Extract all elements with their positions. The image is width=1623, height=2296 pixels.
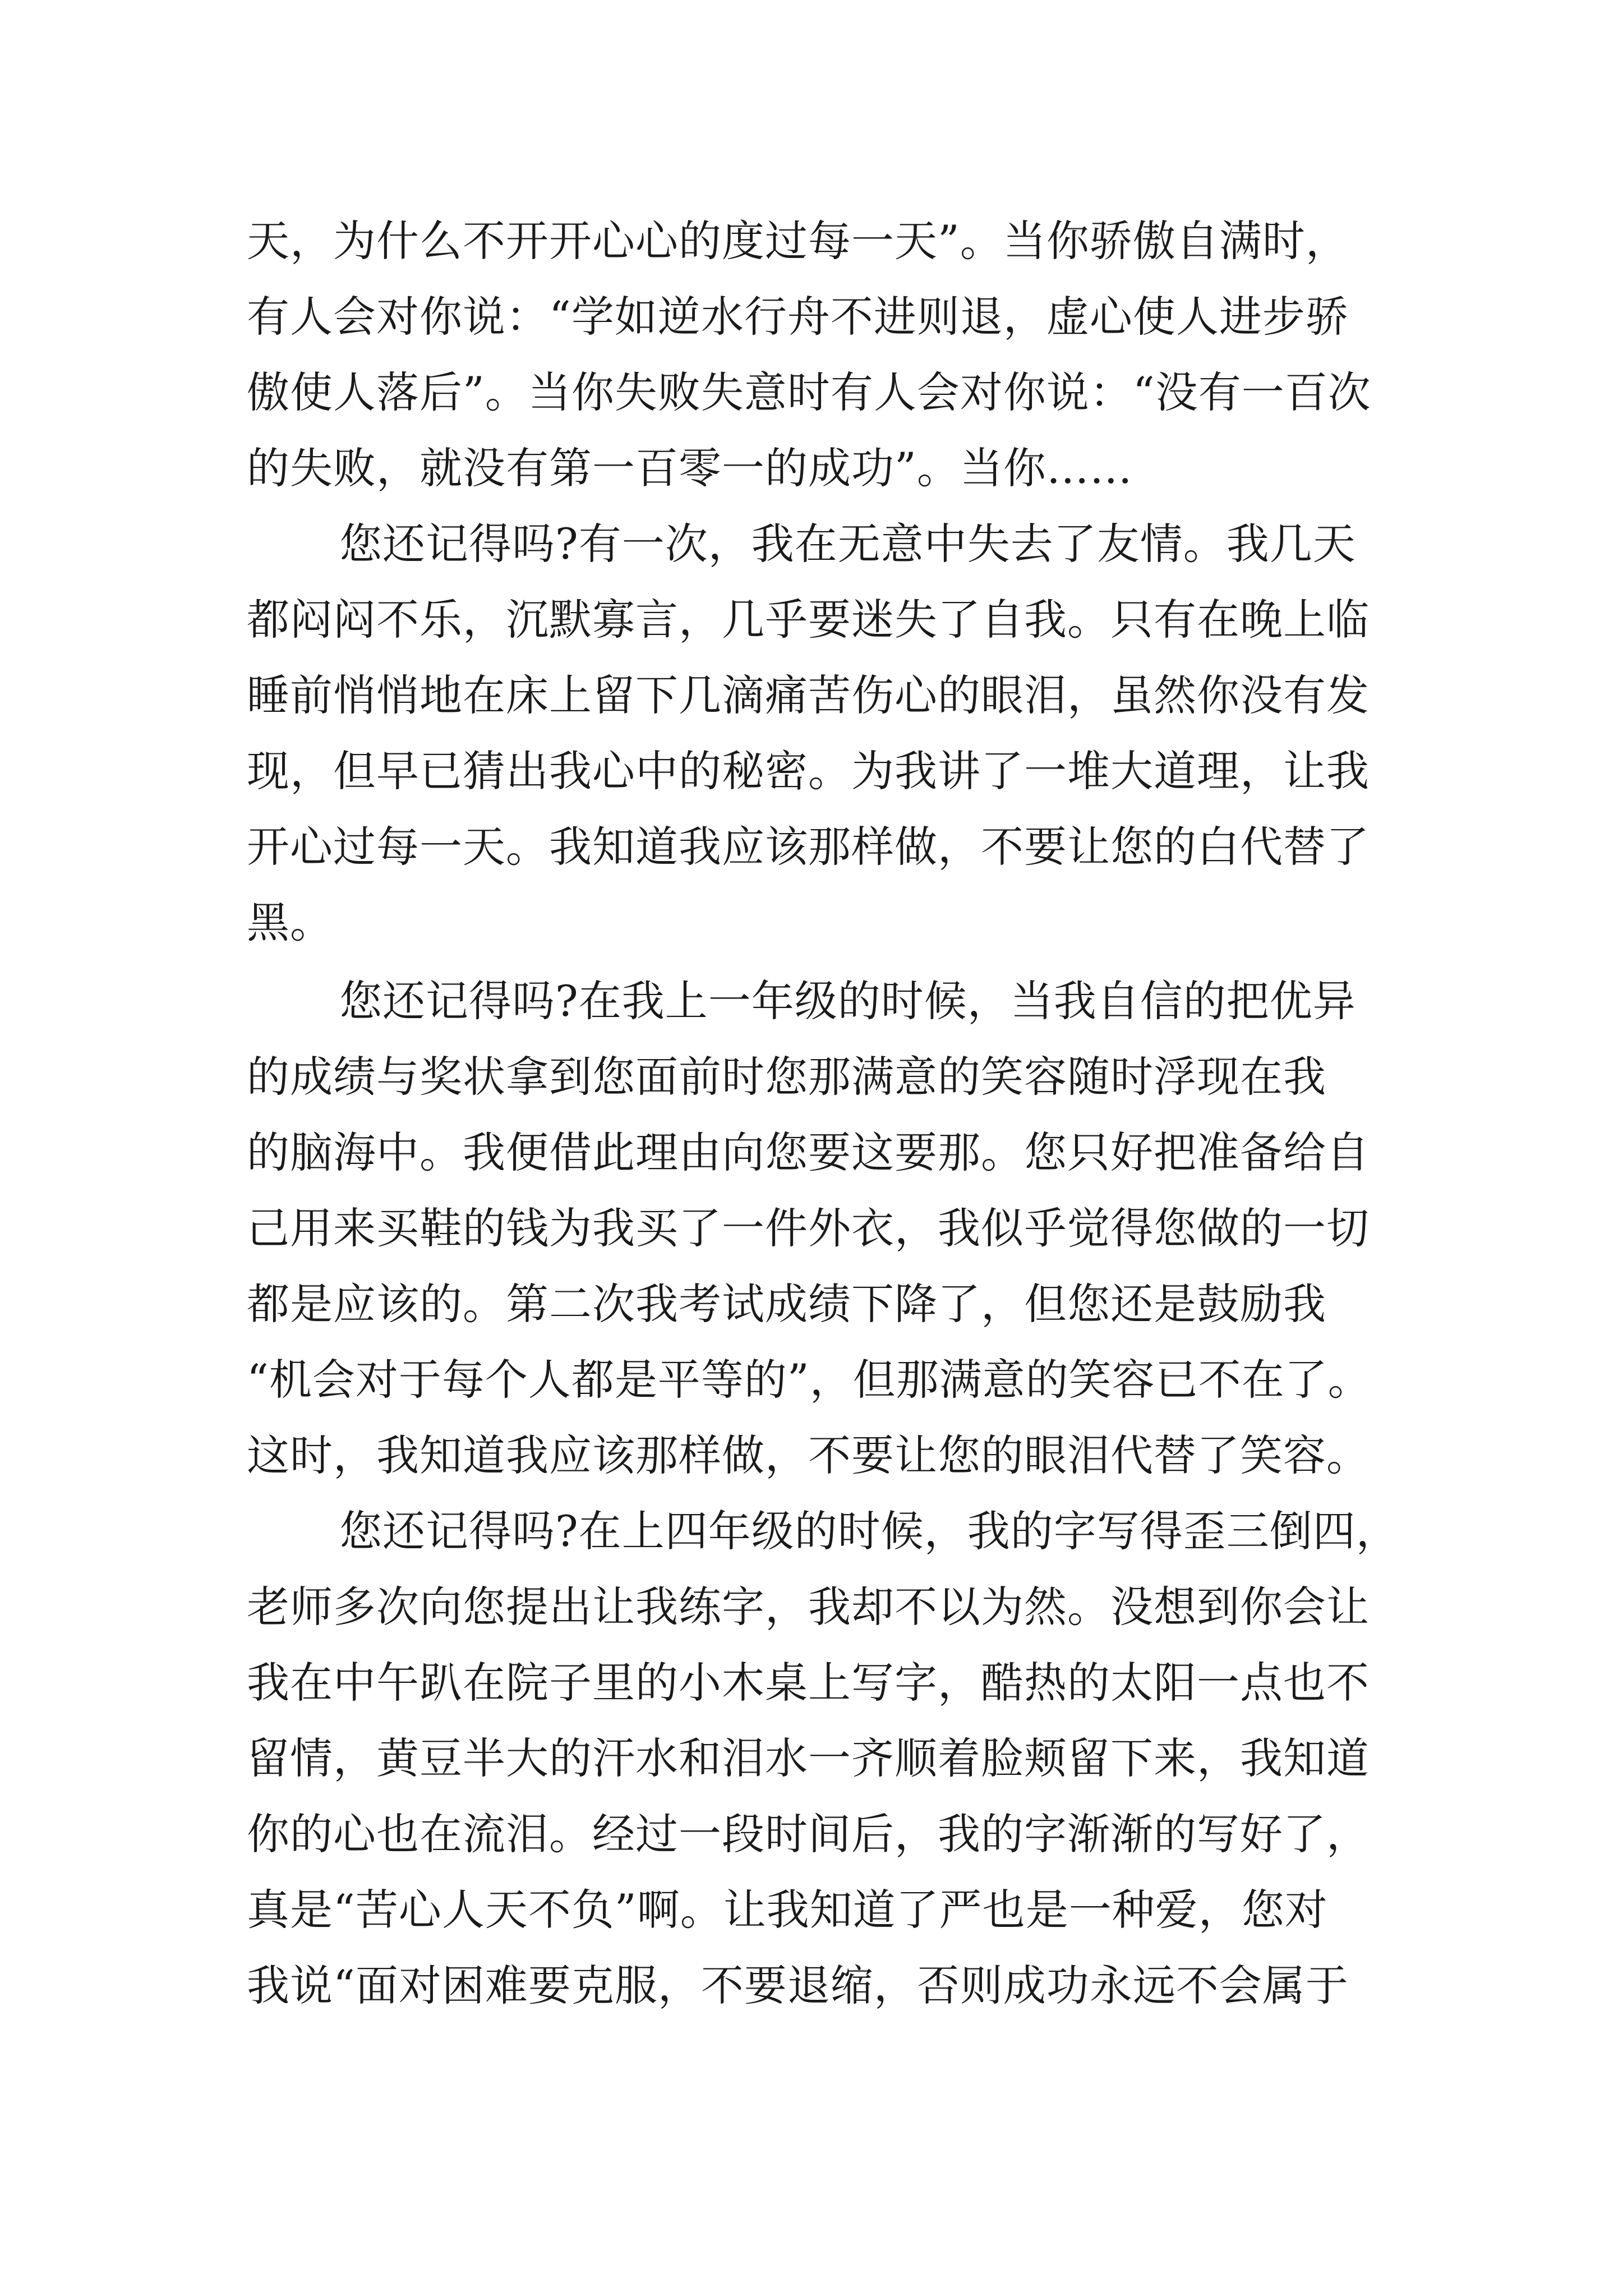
text-line: 留情，黄豆半大的汗水和泪水一齐顺着脸颊留下来，我知道 (247, 1733, 1370, 1783)
text-line: 现，但早已猜出我心中的秘密。为我讲了一堆大道理，让我 (247, 746, 1370, 796)
text-line: 我说“面对困难要克服，不要退缩，否则成功永远不会属于 (247, 1961, 1349, 2010)
text-line: 都是应该的。第二次我考试成绩下降了，但您还是鼓励我 (247, 1279, 1326, 1329)
text-line: 真是“苦心人天不负”啊。让我知道了严也是一种爱，您对 (247, 1885, 1328, 1935)
text-line: 有人会对你说：“学如逆水行舟不进则退，虚心使人进步骄 (247, 292, 1349, 342)
text-line: 开心过每一天。我知道我应该那样做，不要让您的白代替了 (247, 822, 1370, 872)
text-line: “机会对于每个人都是平等的”，但那满意的笑容已不在了。 (247, 1355, 1371, 1405)
text-line: 的脑海中。我便借此理由向您要这要那。您只好把准备给自 (247, 1128, 1370, 1177)
text-line: 傲使人落后”。当你失败失意时有人会对你说：“没有一百次 (247, 367, 1371, 417)
paragraph-first-line: 您还记得吗?在我上一年级的时候，当我自信的把优异 (339, 976, 1356, 1026)
text-line: 睡前悄悄地在床上留下几滴痛苦伤心的眼泪，虽然你没有发 (247, 670, 1370, 720)
paragraph-first-line: 您还记得吗?有一次，我在无意中失去了友情。我几天 (339, 519, 1356, 569)
text-line: 我在中午趴在院子里的小木桌上写字，酷热的太阳一点也不 (247, 1658, 1370, 1708)
text-line: 都闷闷不乐，沉默寡言，几乎要迷失了自我。只有在晚上临 (247, 595, 1370, 645)
text-line: 这时，我知道我应该那样做，不要让您的眼泪代替了笑容。 (247, 1430, 1370, 1480)
paragraph-first-line: 您还记得吗?在上四年级的时候，我的字写得歪三倒四， (339, 1506, 1399, 1556)
text-line: 你的心也在流泪。经过一段时间后，我的字渐渐的写好了， (247, 1809, 1370, 1859)
text-line: 己用来买鞋的钱为我买了一件外衣，我似乎觉得您做的一切 (247, 1203, 1370, 1253)
text-line: 老师多次向您提出让我练字，我却不以为然。没想到你会让 (247, 1582, 1370, 1632)
text-line: 的失败，就没有第一百零一的成功”。当你…… (247, 443, 1133, 493)
text-line: 天，为什么不开开心心的度过每一天”。当你骄傲自满时， (247, 216, 1349, 266)
text-line: 黑。 (247, 898, 333, 947)
text-line: 的成绩与奖状拿到您面前时您那满意的笑容随时浮现在我 (247, 1052, 1326, 1102)
